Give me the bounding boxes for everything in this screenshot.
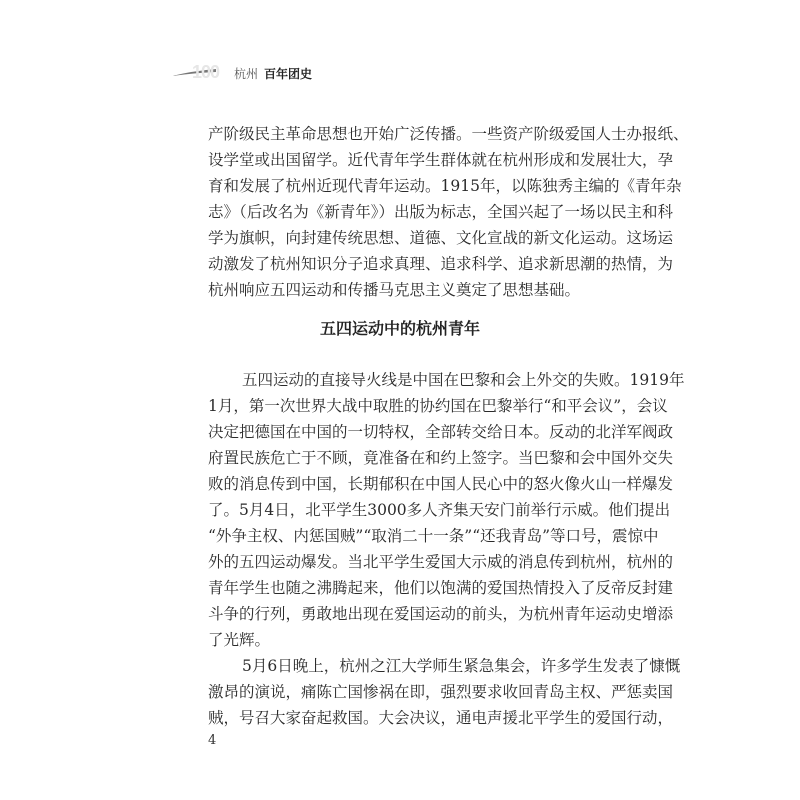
text-line: 贼，号召大家奋起救国。大会决议，通电声援北平学生的爱国行动， <box>208 709 674 727</box>
text-line: 设学堂或出国留学。近代青年学生群体就在杭州形成和发展壮大，孕 <box>208 151 674 169</box>
text-line: 杭州响应五四运动和传播马克思主义奠定了思想基础。 <box>208 281 581 299</box>
paragraph-1 <box>208 367 685 653</box>
text-line: 育和发展了杭州近现代青年运动。1915年，以陈独秀主编的《青年杂 <box>208 177 682 195</box>
section-heading: 五四运动中的杭州青年 <box>319 319 480 338</box>
series-title: 百年团史 <box>264 66 313 81</box>
text-line: 产阶级民主革命思想也开始广泛传播。一些资产阶级爱国人士办报纸、 <box>208 125 689 143</box>
text-line: “外争主权、内惩国贼”“取消二十一条”“还我青岛”等口号，震惊中 <box>208 527 659 545</box>
page-number: 4 <box>208 733 217 748</box>
intro-paragraph <box>208 121 689 303</box>
text-line: 外的五四运动爆发。当北平学生爱国大示威的消息传到杭州，杭州的 <box>208 553 674 571</box>
series-logo <box>172 63 230 83</box>
series-city: 杭州 <box>234 66 259 81</box>
text-line: 激昂的演说，痛陈亡国惨祸在即，强烈要求收回青岛主权、严惩卖国 <box>208 683 674 701</box>
text-line: 了光辉。 <box>208 631 271 649</box>
text-line: 5月6日晚上，杭州之江大学师生紧急集会，许多学生发表了慷慨 <box>242 657 681 675</box>
text-line: 动激发了杭州知识分子追求真理、追求科学、追求新思潮的热情，为 <box>208 255 674 273</box>
text-line: 败的消息传到中国，长期郁积在中国人民心中的怒火像火山一样爆发 <box>208 475 674 493</box>
text-line: 斗争的行列，勇敢地出现在爱国运动的前头，为杭州青年运动史增添 <box>208 605 674 623</box>
text-line: 五四运动的直接导火线是中国在巴黎和会上外交的失败。1919年 <box>242 371 685 389</box>
text-line: 学为旗帜，向封建传统思想、道德、文化宣战的新文化运动。这场运 <box>208 229 674 247</box>
running-header <box>172 62 312 84</box>
paragraph-2 <box>208 653 681 731</box>
text-line: 志》（后改名为《新青年》）出版为标志，全国兴起了一场以民主和科 <box>208 203 674 221</box>
text-line: 1月，第一次世界大战中取胜的协约国在巴黎举行“和平会议”，会议 <box>208 397 668 415</box>
text-line: 决定把德国在中国的一切特权，全部转交给日本。反动的北洋军阀政 <box>208 423 674 441</box>
text-line: 青年学生也随之沸腾起来，他们以饱满的爱国热情投入了反帝反封建 <box>208 579 674 597</box>
text-line: 了。5月4日，北平学生3000多人齐集天安门前举行示威。他们提出 <box>208 501 671 519</box>
logo-number: 100 <box>192 62 220 82</box>
text-line: 府置民族危亡于不顾，竟准备在和约上签字。当巴黎和会中国外交失 <box>208 449 674 467</box>
